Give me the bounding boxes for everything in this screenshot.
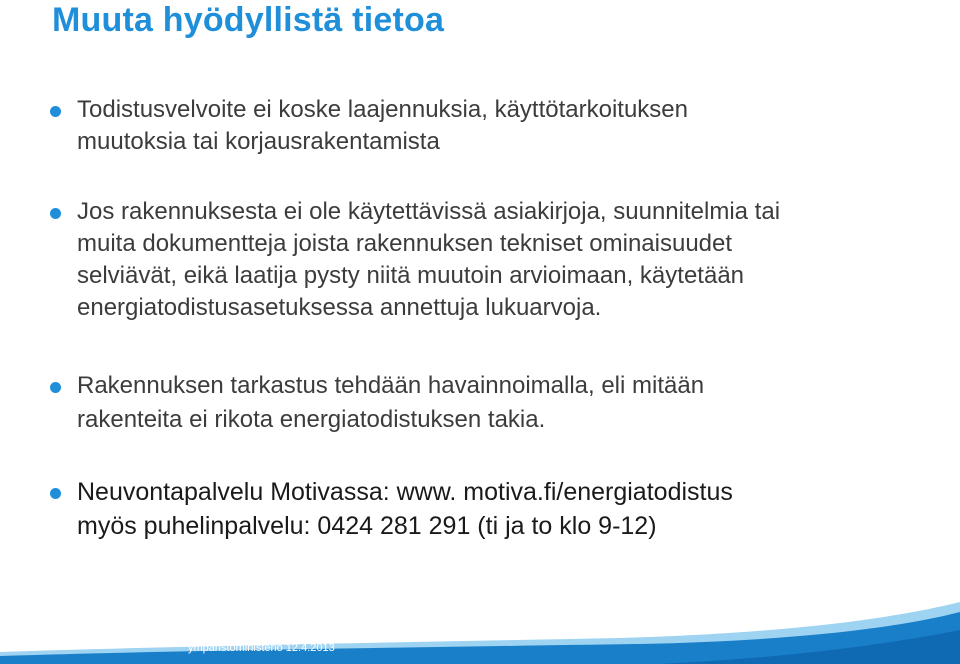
bullet-text-line: energiatodistusasetuksessa annettuja lukuarvoja. [77, 294, 602, 321]
bullet-text-line: Jos rakennuksesta ei ole käytettävissä asiakirjoja, suunnitelmia tai [77, 198, 781, 225]
bullet-dot-icon [50, 208, 61, 219]
bullet-text-line: selviävät, eikä laatija pysty niitä muutoin arvioimaan, käytetään [77, 262, 745, 289]
bullet-text-line: muita dokumentteja joista rakennuksen tekniset ominaisuudet [77, 230, 733, 257]
bullet-text-line: Todistusvelvoite ei koske laajennuksia, käyttötarkoituksen [77, 96, 688, 123]
bullet-text-line: myös puhelinpalvelu: 0424 281 291 (ti ja to klo 9-12) [77, 512, 657, 540]
bullet-text-line: Rakennuksen tarkastus tehdään havainnoimalla, eli mitään [77, 372, 705, 399]
footer-text: ympäristöministeriö 12.4.2013 [188, 642, 335, 654]
bullet-text-line: rakenteita ei rikota energiatodistuksen takia. [77, 406, 546, 433]
bullet-dot-icon [50, 382, 61, 393]
slide-title: Muuta hyödyllistä tietoa [52, 1, 445, 39]
bullet-dot-icon [50, 488, 61, 499]
bullet-text-line: muutoksia tai korjausrakentamista [77, 128, 440, 155]
bullet-dot-icon [50, 106, 61, 117]
footer-wave-band [0, 594, 960, 664]
bullet-text-line: Neuvontapalvelu Motivassa: www. motiva.fi/energiatodistus [77, 478, 733, 506]
